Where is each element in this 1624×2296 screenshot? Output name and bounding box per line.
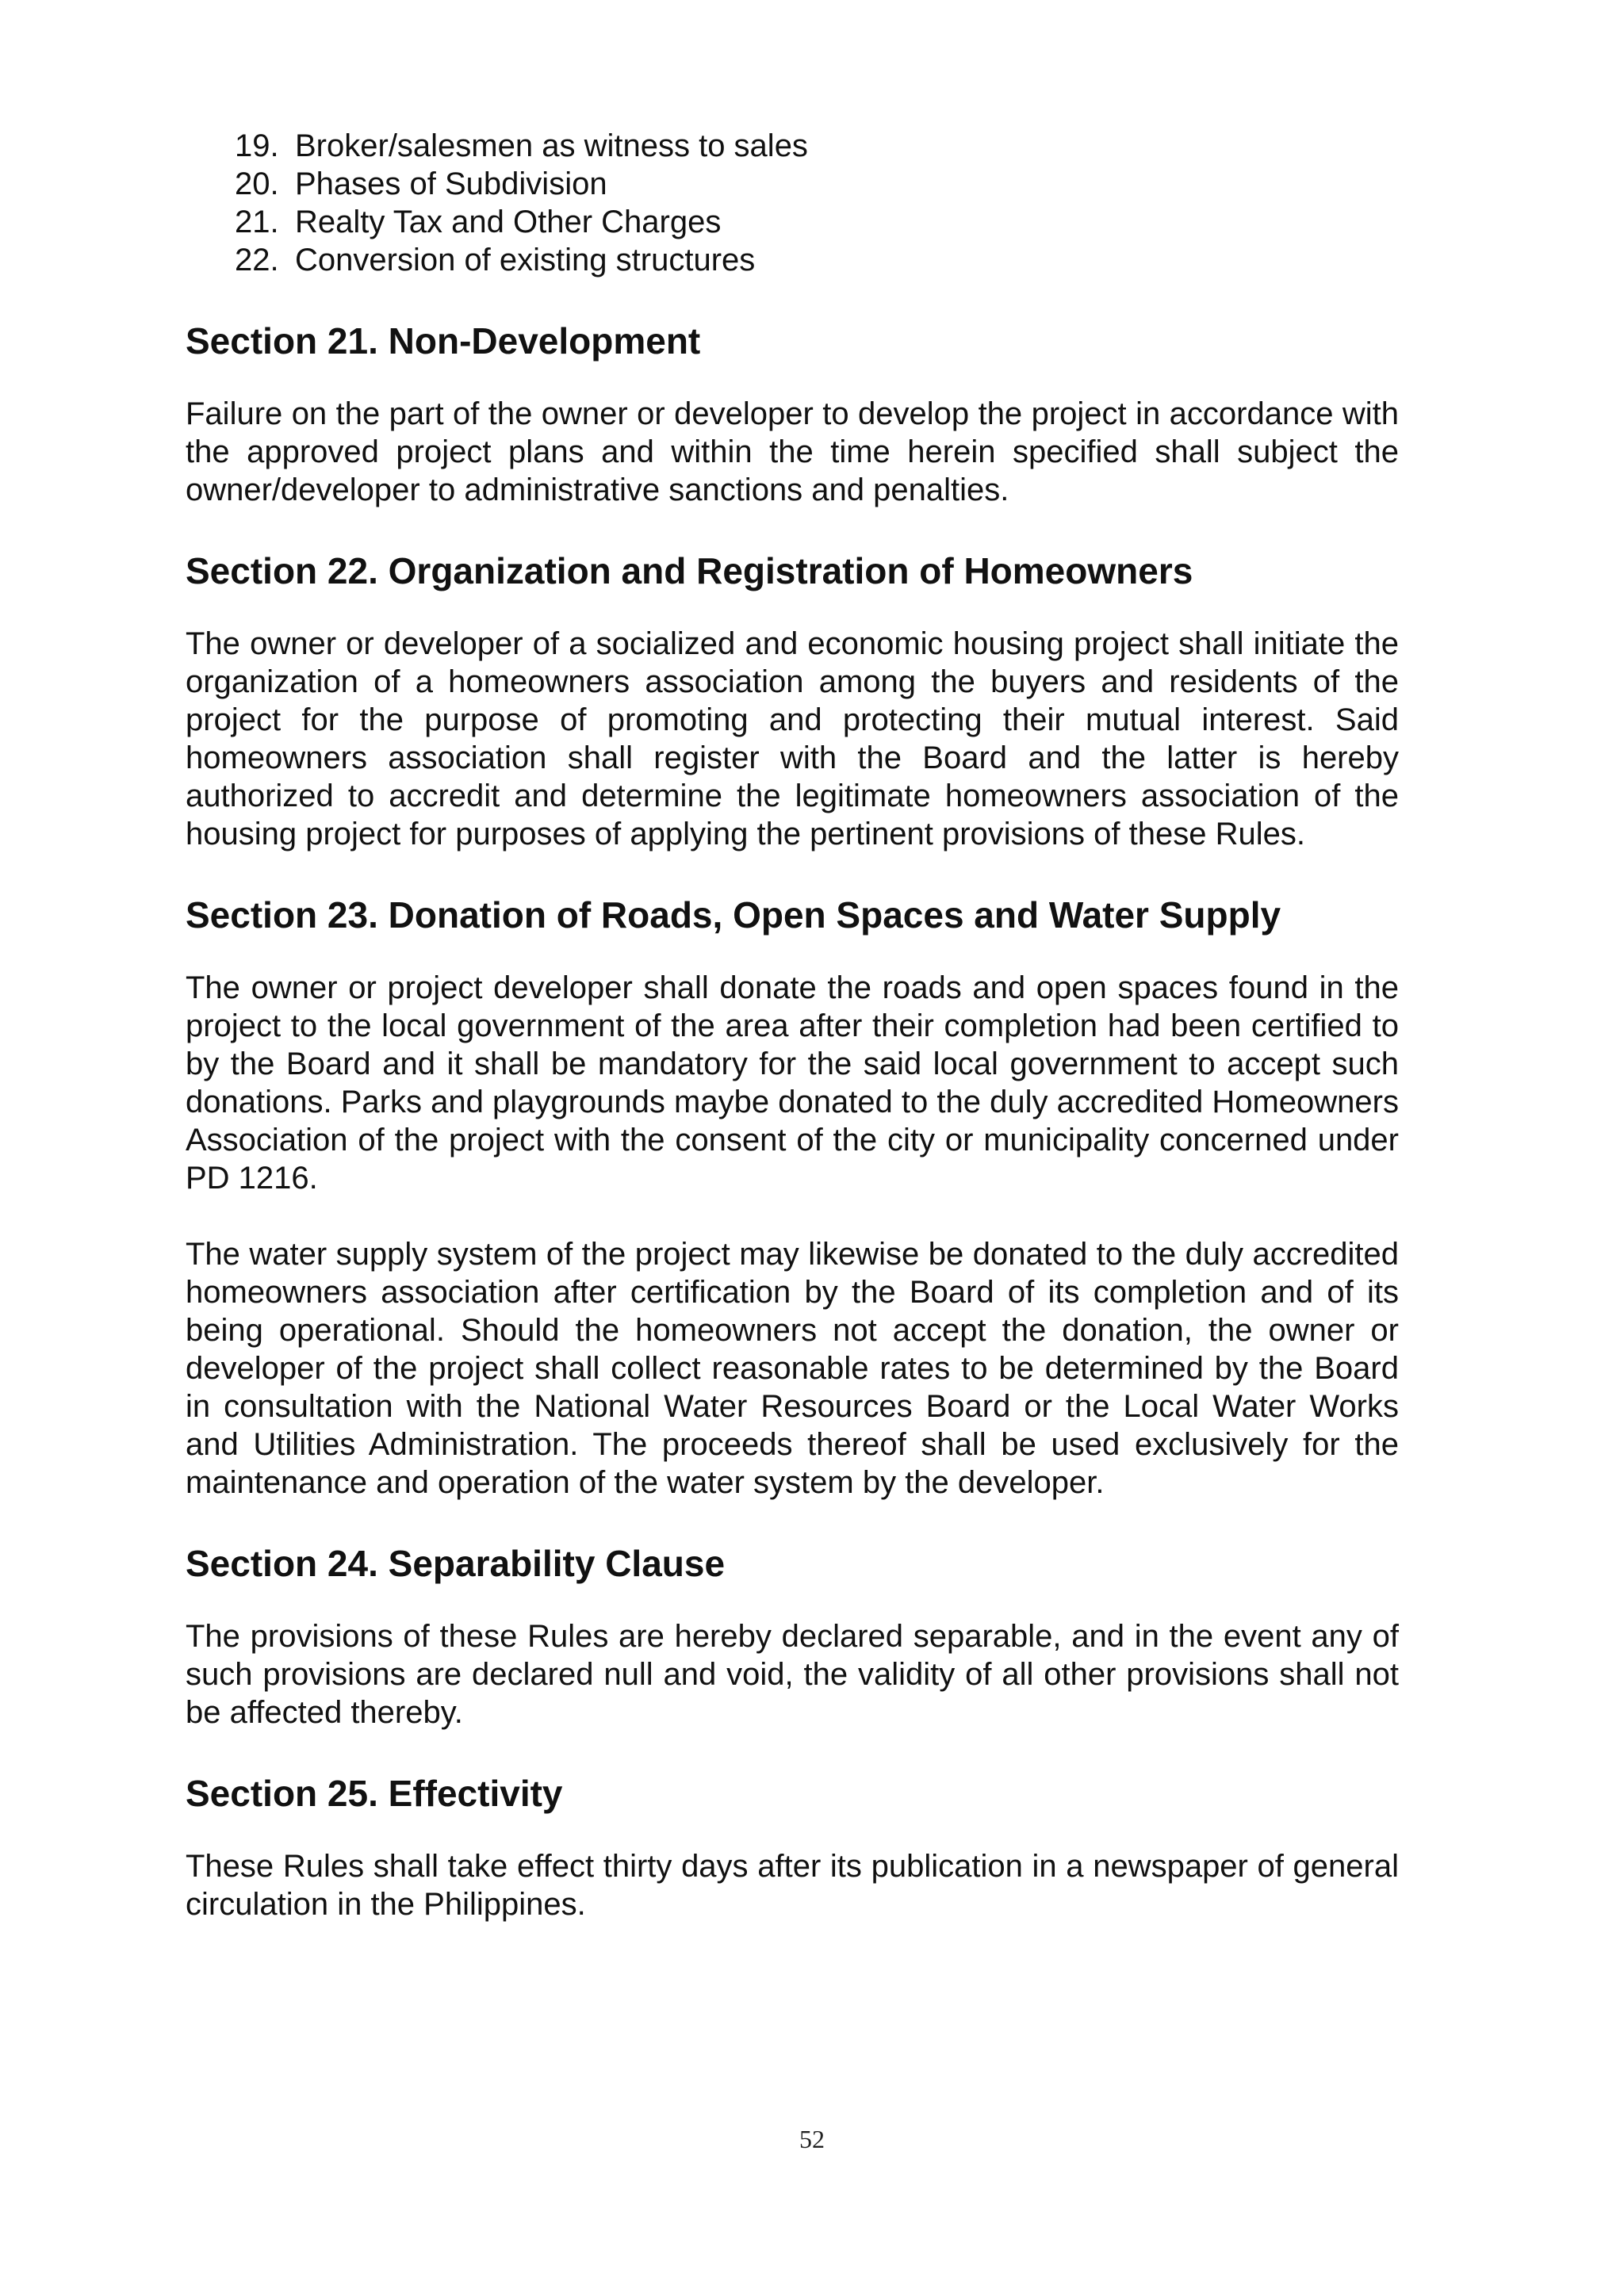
numbered-list [186,127,1399,279]
section-25-title: Section 25. Effectivity [186,1773,563,1814]
section-23-paragraph-1: The owner or project developer shall donate the roads and open spaces found in the project to the local government of the area after their completion had been certified to by the Board and it shall be mandatory for the said local government to accept such donations. Parks and playgrounds maybe donated to the duly accredited Homeowners Association of the project with the consent of the city or municipality concerned under PD 1216. [186,970,1399,1196]
section-22-paragraph: The owner or developer of a socialized and economic housing project shall initiate the organization of a homeowners association among the buyers and residents of the project for the purpose of promoting and protecting their mutual interest. Said homeowners association shall register with the Board and the latter is hereby authorized to accredit and determine the legitimate homeowners association of the housing project for purposes of applying the pertinent provisions of these Rules. [186,626,1399,851]
section-21-title: Section 21. Non-Development [186,320,701,362]
list-item [186,165,1399,203]
page-number: 52 [799,2125,825,2153]
section-24-title: Section 24. Separability Clause [186,1543,726,1584]
list-item-number: 19. [235,128,279,163]
list-item-text: Realty Tax and Other Charges [295,205,722,239]
section-23-title: Section 23. Donation of Roads, Open Spaces and Water Supply [186,894,1281,936]
section-21-paragraph: Failure on the part of the owner or developer to develop the project in accordance with the approved project plans and within the time herein specified shall subject the owner/developer to administrative sanctions and penalties. [186,396,1399,507]
document-page [186,127,1399,1923]
section-22-title: Section 22. Organization and Registration of Homeowners [186,550,1193,591]
section-24-paragraph: The provisions of these Rules are hereby declared separable, and in the event any of such provisions are declared null and void, the validity of all other provisions shall not be affected thereby. [186,1619,1399,1730]
list-item-number: 21. [235,205,279,239]
list-item-text: Broker/salesmen as witness to sales [295,128,808,163]
list-item [186,127,1399,165]
list-item-number: 20. [235,166,279,201]
list-item-text: Conversion of existing structures [295,243,756,277]
list-item [186,241,1399,279]
list-item-text: Phases of Subdivision [295,166,607,201]
list-item [186,203,1399,241]
section-23-paragraph-2: The water supply system of the project may likewise be donated to the duly accredited homeowners association after certification by the Board of its completion and of its being operational. Should the homeowners not accept the donation, the owner or developer of the project shall collect reasonable rates to be determined by the Board in consultation with the National Water Resources Board or the Local Water Works and Utilities Administration. The proceeds thereof shall be used exclusively for the maintenance and operation of the water system by the developer. [186,1237,1399,1500]
list-item-number: 22. [235,243,279,277]
section-25-paragraph: These Rules shall take effect thirty days after its publication in a newspaper of general circulation in the Philippines. [186,1849,1399,1922]
